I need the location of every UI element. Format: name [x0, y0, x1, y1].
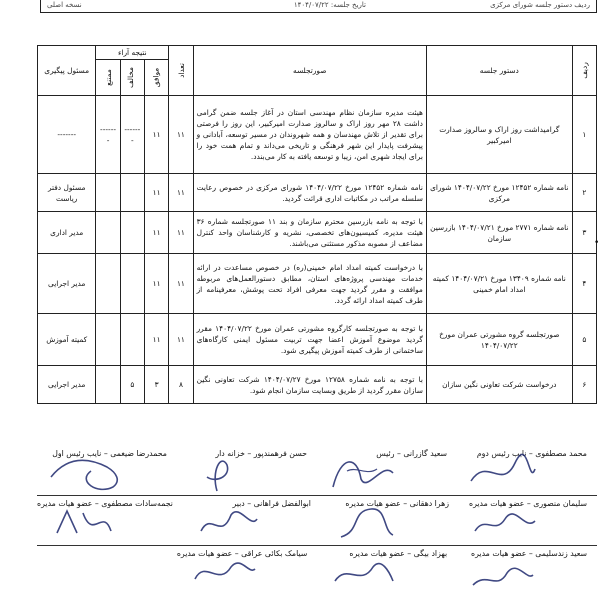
row-number: ۶	[572, 366, 596, 404]
signatory-name: سلیمان منصوری – عضو هیات مدیره	[468, 499, 587, 508]
signatory	[317, 447, 457, 497]
row-number: ۴	[572, 254, 596, 314]
header-abstain: ممتنع	[96, 60, 120, 96]
row-agenda: درخواست شرکت تعاونی نگین سازان	[426, 366, 572, 404]
header-minutes: صورتجلسه	[193, 46, 426, 96]
row-agenda: صورتجلسه گروه مشورتی عمران مورخ ۱۴۰۴/۰۷/۲۲	[426, 314, 572, 366]
header-responsible: مسئول پیگیری	[38, 46, 96, 96]
row-minutes: هیئت مدیره سازمان نظام مهندسی استان در آغاز جلسه ضمن گرامی داشت ۲۸ مهر روز اراک و سالروز صدارت امیرکبیر، این روز را فرصتی برای تقدیر از تلاش مهندسان و همه شهروندان در مسیر توسعه، آبادانی و پیشرفت پایدار این شهر فرهنگی و تاریخی می‌داند و تمام همت خود را برای ایجاد شهری امن، زیبا و توسعه یافته به کار می‌بندد.	[193, 96, 426, 174]
row-count: ۱۱	[169, 212, 193, 254]
signatory	[459, 497, 597, 547]
header-band	[40, 0, 597, 13]
row-favor: ۱۱	[144, 254, 168, 314]
header-against: مخالف	[120, 60, 144, 96]
row-abstain	[96, 366, 120, 404]
signature-scribble	[47, 451, 127, 495]
signatory-name: سیامک بکائی عراقی – عضو هیات مدیره	[176, 549, 308, 558]
signature-block	[37, 447, 597, 597]
row-agenda: نامه شماره ۲۷۷۱ مورخ ۱۴۰۴/۰۷/۲۱ بازرسین سازمان	[426, 212, 572, 254]
header-row-number: ردیف	[572, 46, 596, 96]
signatory	[177, 547, 318, 597]
table-row	[38, 212, 597, 254]
row-against	[120, 174, 144, 212]
signature-scribble	[187, 551, 257, 595]
signature-scribble	[467, 551, 537, 595]
signature-scribble	[469, 501, 539, 545]
row-count: ۱۱	[169, 314, 193, 366]
minutes-table	[37, 45, 600, 404]
signatory	[37, 497, 183, 547]
header-vote-result: نتیجه آراء	[96, 46, 169, 60]
table-row	[38, 96, 597, 174]
signatory-name: محمدرضا ضیغمی – نایب رئیس اول	[52, 449, 167, 458]
row-responsible: مسئول دفتر ریاست	[38, 174, 96, 212]
signatory	[321, 497, 459, 547]
row-favor: ۱۱	[144, 174, 168, 212]
row-responsible: -------	[38, 96, 96, 174]
row-against: ۵	[120, 366, 144, 404]
signature-scribble	[331, 501, 401, 545]
row-responsible: کمیته آموزش	[38, 314, 96, 366]
row-responsible: مدیر اداری	[38, 212, 96, 254]
signatory-name: محمد مصطفوی – نایب رئیس دوم	[476, 449, 587, 458]
row-abstain	[96, 254, 120, 314]
signature-row	[37, 447, 597, 497]
table-row	[38, 174, 597, 212]
row-favor: ۱۱	[144, 314, 168, 366]
row-favor: ۱۱	[144, 212, 168, 254]
row-abstain	[96, 174, 120, 212]
row-abstain	[96, 212, 120, 254]
signature-scribble	[187, 451, 257, 495]
row-against	[120, 314, 144, 366]
header-count: تعداد	[169, 46, 193, 96]
signatory-name: سعید گازرانی – رئیس	[376, 449, 447, 458]
signatory-name: ابوالفضل فراهانی – دبیر	[232, 499, 311, 508]
row-against	[120, 254, 144, 314]
signatory	[37, 447, 177, 497]
row-count: ۱۱	[169, 96, 193, 174]
row-abstain	[96, 314, 120, 366]
row-number: ۳	[572, 212, 596, 254]
row-minutes: نامه شماره ۱۲۴۵۲ مورخ ۱۴۰۴/۰۷/۲۲ شورای مرکزی در خصوص رعایت سلسله مراتب در مکاتبات اداری قرائت گردید.	[193, 174, 426, 212]
table-row	[38, 254, 597, 314]
signatory-name: بهزاد بیگی – عضو هیات مدیره	[349, 549, 448, 558]
signatory	[183, 497, 321, 547]
signature-scribble	[327, 551, 397, 595]
row-against	[120, 212, 144, 254]
signature-row	[37, 497, 597, 547]
signatory	[317, 547, 457, 597]
row-favor: ۱۱	[144, 96, 168, 174]
row-minutes: با درخواست کمیته امداد امام خمینی(ره) در خصوص مساعدت در ارائه خدمات مهندسی پروژه‌های استان، مطابق دستورالعمل‌های مربوطه موافقت و مقرر گردید جهت معرفی افراد تحت پوشش، معرفینامه از طرف کمیته امداد ارائه گردد.	[193, 254, 426, 314]
signatory	[457, 547, 597, 597]
table-row	[38, 366, 597, 404]
row-agenda: گرامیداشت روز اراک و سالروز صدارت امیرکبیر	[426, 96, 572, 174]
signatory-name: حسن فرهمندپور – خزانه دار	[215, 449, 307, 458]
row-agenda: نامه شماره ۱۳۴۰۹ مورخ ۱۴۰۴/۰۷/۲۱ کمیته امداد امام خمینی	[426, 254, 572, 314]
row-minutes: با توجه به صورتجلسه کارگروه مشورتی عمران مورخ ۱۴۰۴/۰۷/۲۲ مقرر گردید موضوع آموزش اعضا جهت تربیت مسئول ایمنی کارگاه‌های ساختمانی از طرف کمیته آموزش پیگیری شود.	[193, 314, 426, 366]
signature-scribble	[193, 501, 263, 545]
signature-row	[37, 547, 597, 597]
signatory	[37, 547, 177, 597]
signatory	[177, 447, 317, 497]
row-minutes: با توجه به نامه شماره ۱۲۷۵۸ مورخ ۱۴۰۴/۰۷/۲۷ شرکت تعاونی نگین سازان مقرر گردید از طریق وبسایت سازمان انجام شود.	[193, 366, 426, 404]
signatory-name: زهرا دهقانی – عضو هیات مدیره	[345, 499, 449, 508]
row-favor: ۳	[144, 366, 168, 404]
row-agenda: نامه شماره ۱۲۴۵۲ مورخ ۱۴۰۴/۰۷/۲۲ شورای مرکزی	[426, 174, 572, 212]
header-agenda: دستور جلسه	[426, 46, 572, 96]
row-number: ۵	[572, 314, 596, 366]
signatory-name: نجمه‌سادات مصطفوی – عضو هیات مدیره	[37, 499, 173, 508]
signature-scribble	[47, 501, 117, 545]
row-count: ۱۱	[169, 174, 193, 212]
row-responsible: مدیر اجرایی	[38, 254, 96, 314]
signatory-name: سعید زندسلیمی – عضو هیات مدیره	[471, 549, 587, 558]
row-count: ۸	[169, 366, 193, 404]
table-row	[38, 314, 597, 366]
row-minutes: با توجه به نامه بازرسین محترم سازمان و بند ۱۱ صورتجلسه شماره ۳۶ هیئت مدیره، کمیسیون‌های تخصصی، نشریه و کارشناسان واحد کنترل مضاعف از مصوبه مذکور مستثنی می‌باشند.	[193, 212, 426, 254]
row-abstain: -------	[96, 96, 120, 174]
signature-scribble	[327, 451, 397, 495]
row-number: ۲	[572, 174, 596, 212]
signature-scribble	[467, 451, 537, 495]
header-band-left: نسخه اصلی	[47, 1, 82, 9]
row-number: ۱	[572, 96, 596, 174]
header-in-favor: موافق	[144, 60, 168, 96]
margin-dot: •	[594, 238, 600, 248]
header-band-right: ردیف دستور جلسه شورای مرکزی	[490, 1, 590, 9]
signatory	[457, 447, 597, 497]
row-responsible: مدیر اجرایی	[38, 366, 96, 404]
row-count: ۱۱	[169, 254, 193, 314]
row-against: -------	[120, 96, 144, 174]
header-band-middle: تاریخ جلسه: ۱۴۰۴/۰۷/۲۲	[293, 1, 366, 9]
